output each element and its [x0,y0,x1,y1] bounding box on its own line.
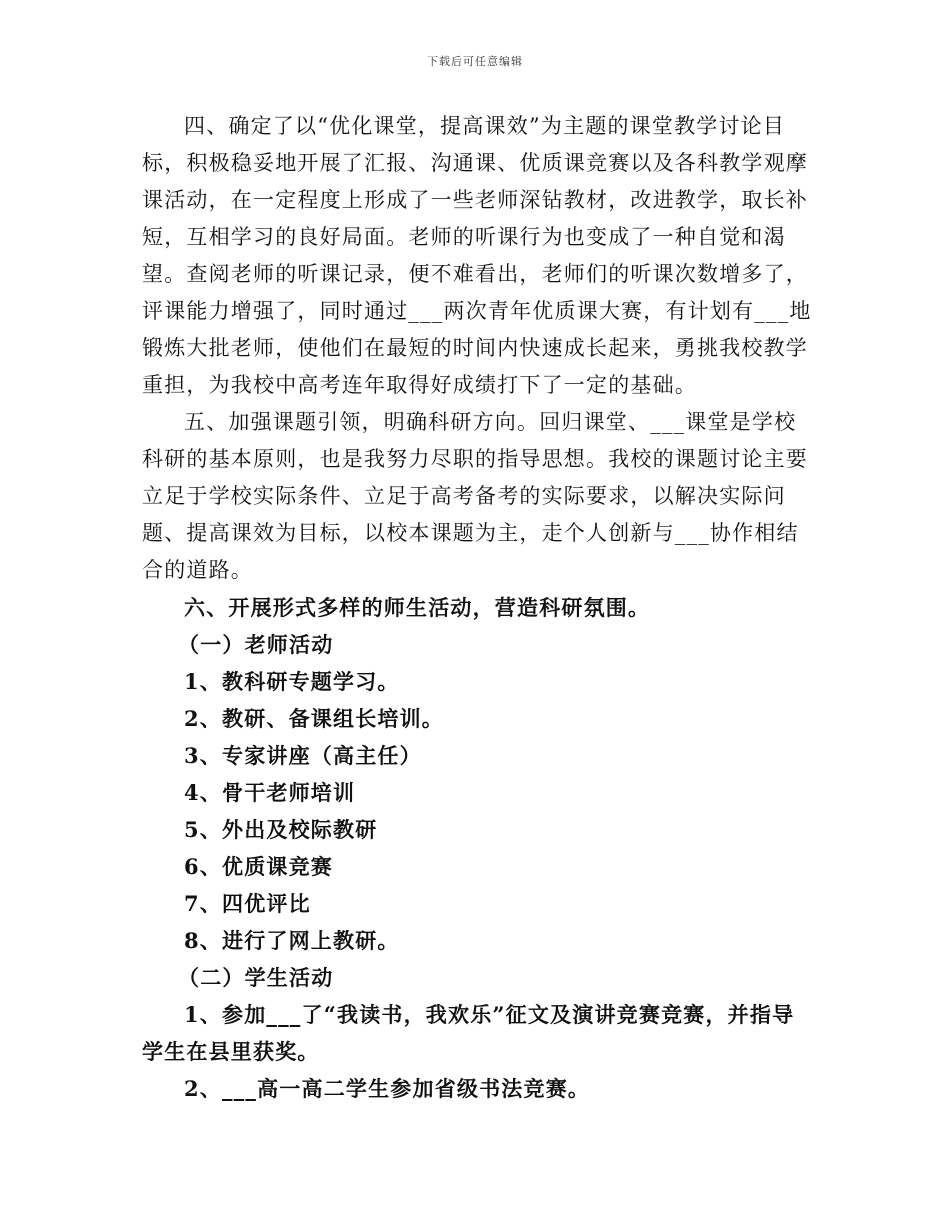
teacher-item: 6、优质课竞赛 [184,854,334,879]
teacher-activities-heading: （一）老师活动 [178,632,334,657]
teacher-item: 4、骨干老师培训 [184,780,356,805]
teacher-item: 5、外出及校际教研 [184,817,378,842]
teacher-item: 1、教科研专题学习。 [184,669,400,694]
teacher-item: 8、进行了网上教研。 [184,928,400,953]
teacher-item: 2、教研、备课组长培训。 [184,706,445,731]
paragraph-five: 五、加强课题引领，明确科研方向。回归课堂、___课堂是学校科研的基本原则，也是我努力尽职的指导思想。我校的课题讨论主要立足于学校实际条件、立足于高考备考的实际要求，以解决实际问题、提高课效为目标，以校本课题为主，走个人创新与___协作相结合的道路。 [142,410,808,582]
student-item: 1、参加___了“我读书，我欢乐”征文及演讲竞赛竞赛，并指导学生在县里获奖。 [142,1002,795,1064]
student-activities-heading: （二）学生活动 [178,965,334,990]
teacher-item: 3、专家讲座（高主任） [184,743,422,768]
page-header: 下载后可任意编辑 [427,55,523,68]
document-body [142,108,814,1107]
section-six-title: 六、开展形式多样的师生活动，营造科研氛围。 [184,595,651,620]
paragraph-four: 四、确定了以“优化课堂，提高课效”为主题的课堂教学讨论目标，积极稳妥地开展了汇报、沟通课、优质课竞赛以及各科教学观摩课活动，在一定程度上形成了一些老师深钻教材，改进教学，取长补短，互相学习的良好局面。老师的听课行为也变成了一种自觉和渴望。查阅老师的听课记录，便不难看出，老师们的听课次数增多了，评课能力增强了，同时通过___两次青年优质课大赛，有计划有___地锻炼大批老师，使他们在最短的时间内快速成长起来，勇挑我校教学重担，为我校中高考连年取得好成绩打下了一定的基础。 [142,114,812,397]
student-item: 2、___高一高二学生参加省级书法竞赛。 [184,1076,591,1101]
teacher-item: 7、四优评比 [184,891,311,916]
